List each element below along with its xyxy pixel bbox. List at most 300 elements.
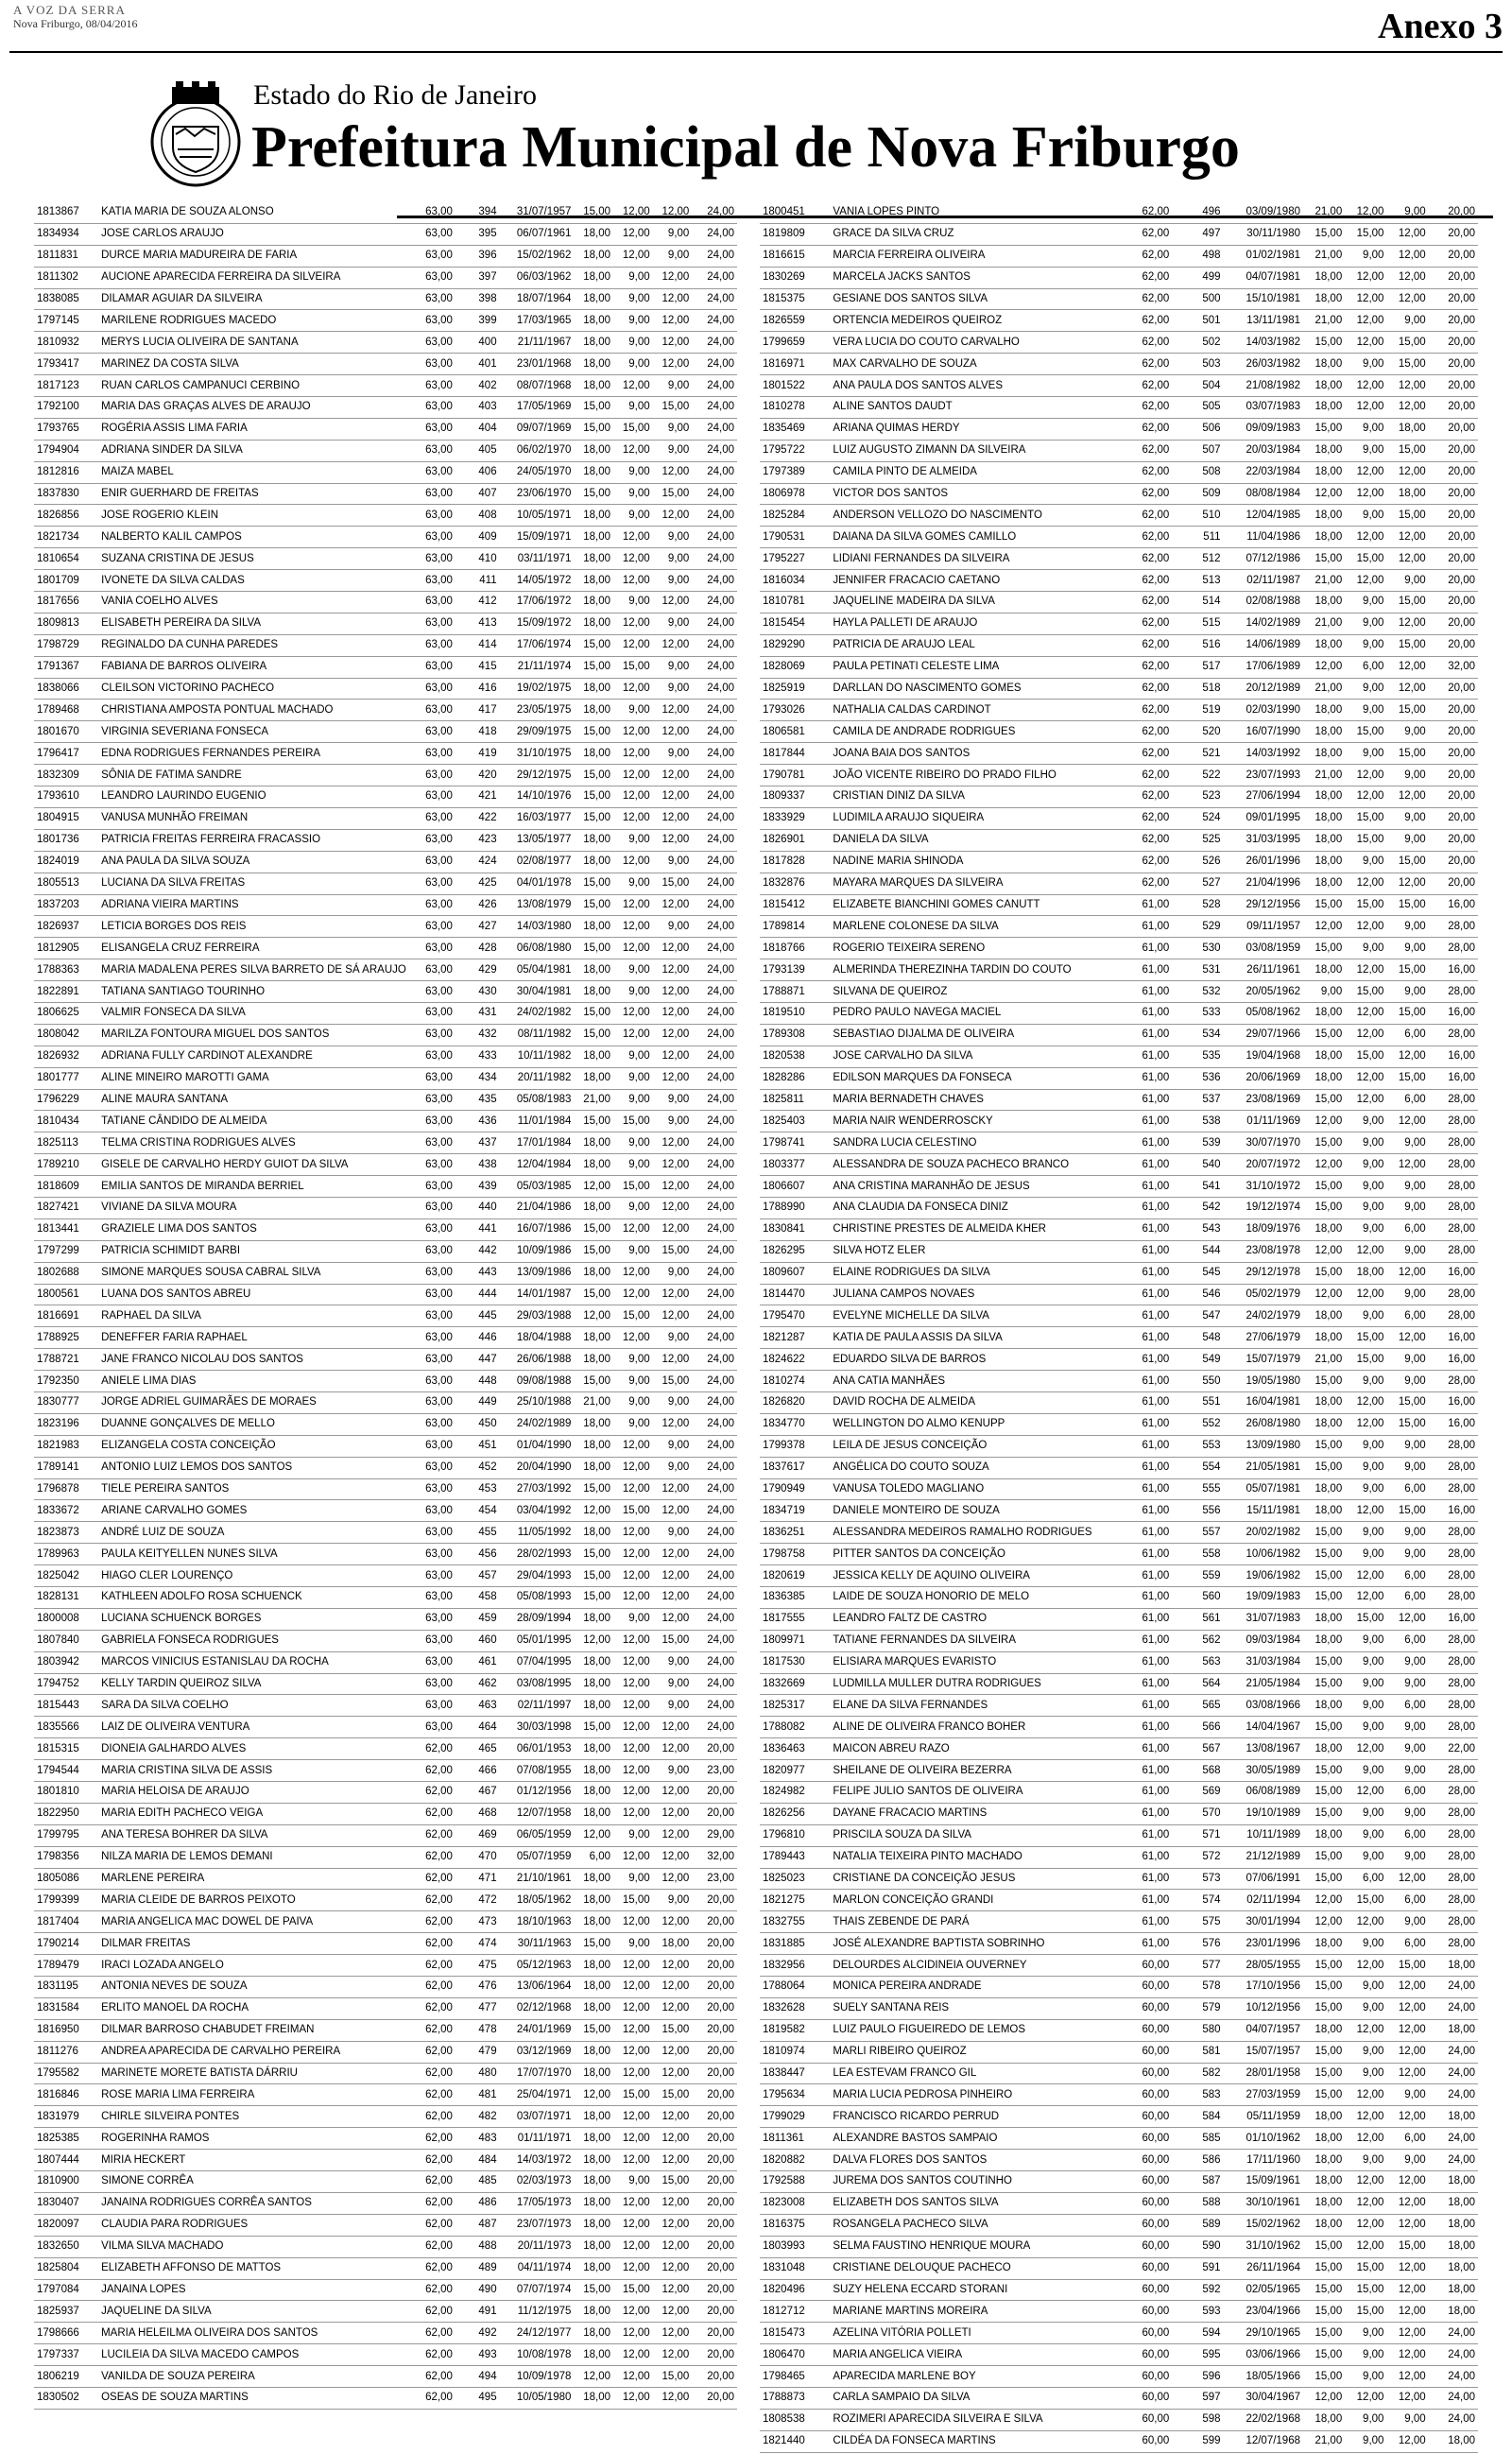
cell-rank: 579	[1172, 1997, 1223, 2019]
cell-birth-date: 15/09/1971	[500, 527, 575, 548]
cell-points-a: 18,00	[1303, 1933, 1345, 1955]
cell-score: 62,00	[409, 2150, 455, 2171]
cell-points-b: 12,00	[1345, 1067, 1386, 1089]
cell-points-d: 18,00	[1429, 2192, 1478, 2214]
cell-points-c: 12,00	[1386, 267, 1428, 288]
cell-birth-date: 31/07/1957	[500, 202, 575, 223]
cell-points-c: 12,00	[653, 1997, 693, 2019]
cell-points-c: 12,00	[653, 1738, 693, 1760]
cell-points-d: 24,00	[1429, 2041, 1478, 2063]
cell-score: 63,00	[409, 1391, 455, 1413]
cell-points-b: 9,00	[1345, 1803, 1386, 1824]
cell-birth-date: 07/06/1991	[1224, 1868, 1303, 1890]
cell-points-c: 12,00	[653, 288, 693, 310]
cell-name: VERA LUCIA DO COUTO CARVALHO	[830, 332, 1121, 354]
cell-rank: 404	[455, 418, 500, 440]
cell-points-d: 24,00	[692, 1565, 737, 1587]
cell-name: ADRIANA FULLY CARDINOT ALEXANDRE	[98, 1046, 409, 1067]
cell-points-d: 24,00	[692, 1002, 737, 1024]
table-row	[760, 1435, 1478, 1457]
cell-birth-date: 13/08/1967	[1224, 1738, 1303, 1760]
cell-points-b: 9,00	[613, 1197, 653, 1218]
cell-points-a: 18,00	[1303, 2214, 1345, 2236]
table-row	[34, 1630, 737, 1651]
cell-points-b: 9,00	[1345, 938, 1386, 959]
cell-rank: 401	[455, 354, 500, 375]
cell-birth-date: 03/09/1980	[1224, 202, 1303, 223]
cell-points-a: 21,00	[1303, 765, 1345, 786]
cell-rank: 429	[455, 959, 500, 981]
cell-score: 60,00	[1121, 2257, 1172, 2279]
cell-name: ALESSANDRA DE SOUZA PACHECO BRANCO	[830, 1154, 1121, 1176]
cell-points-d: 28,00	[1429, 1457, 1478, 1478]
cell-points-b: 12,00	[1345, 1911, 1386, 1933]
cell-points-c: 12,00	[1386, 2063, 1428, 2084]
cell-rank: 511	[1172, 527, 1223, 548]
cell-points-b: 15,00	[1345, 1327, 1386, 1349]
cell-score: 61,00	[1121, 1933, 1172, 1955]
table-row	[34, 2257, 737, 2279]
cell-points-c: 12,00	[653, 1717, 693, 1738]
cell-points-a: 18,00	[574, 1522, 613, 1544]
cell-rank: 530	[1172, 938, 1223, 959]
table-row	[34, 1218, 737, 1240]
cell-points-b: 12,00	[613, 2128, 653, 2150]
cell-points-c: 12,00	[653, 2106, 693, 2128]
cell-points-d: 20,00	[1429, 678, 1478, 700]
cell-registration: 1799399	[34, 1890, 98, 1911]
cell-points-a: 15,00	[574, 2019, 613, 2041]
cell-points-b: 9,00	[1345, 440, 1386, 461]
cell-name: WELLINGTON DO ALMO KENUPP	[830, 1413, 1121, 1435]
cell-score: 60,00	[1121, 2106, 1172, 2128]
cell-registration: 1800008	[34, 1608, 98, 1630]
cell-name: SILVANA DE QUEIROZ	[830, 981, 1121, 1003]
cell-birth-date: 05/02/1979	[1224, 1284, 1303, 1305]
cell-name: ALESSANDRA MEDEIROS RAMALHO RODRIGUES	[830, 1522, 1121, 1544]
cell-name: EDILSON MARQUES DA FONSECA	[830, 1067, 1121, 1089]
cell-points-b: 9,00	[613, 1067, 653, 1089]
cell-birth-date: 05/08/1983	[500, 1089, 575, 1111]
cell-points-c: 6,00	[1386, 1565, 1428, 1587]
cell-points-a: 18,00	[574, 2106, 613, 2128]
cell-score: 62,00	[409, 1846, 455, 1868]
cell-points-b: 9,00	[613, 332, 653, 354]
cell-name: GRACE DA SILVA CRUZ	[830, 223, 1121, 245]
cell-registration: 1794752	[34, 1673, 98, 1695]
cell-registration: 1828286	[760, 1067, 830, 1089]
cell-points-a: 18,00	[574, 1911, 613, 1933]
cell-rank: 537	[1172, 1089, 1223, 1111]
cell-rank: 441	[455, 1218, 500, 1240]
cell-points-a: 18,00	[574, 1154, 613, 1176]
cell-name: TATIANE FERNANDES DA SILVEIRA	[830, 1630, 1121, 1651]
cell-points-a: 21,00	[574, 1089, 613, 1111]
cell-points-a: 18,00	[574, 375, 613, 397]
cell-score: 61,00	[1121, 1522, 1172, 1544]
cell-points-c: 12,00	[1386, 1608, 1428, 1630]
cell-score: 63,00	[409, 527, 455, 548]
cell-score: 61,00	[1121, 1890, 1172, 1911]
cell-points-a: 15,00	[1303, 1955, 1345, 1977]
cell-points-a: 12,00	[574, 2366, 613, 2388]
table-row	[34, 2279, 737, 2301]
cell-points-d: 24,00	[692, 721, 737, 743]
cell-birth-date: 21/04/1986	[500, 1197, 575, 1218]
cell-rank: 427	[455, 916, 500, 938]
cell-registration: 1826932	[34, 1046, 98, 1067]
cell-score: 63,00	[409, 1651, 455, 1673]
table-row	[34, 916, 737, 938]
cell-birth-date: 02/11/1997	[500, 1695, 575, 1717]
cell-points-b: 12,00	[613, 894, 653, 916]
cell-points-b: 15,00	[613, 418, 653, 440]
cell-points-c: 9,00	[1386, 829, 1428, 851]
table-row	[34, 1717, 737, 1738]
cell-birth-date: 13/09/1980	[1224, 1435, 1303, 1457]
cell-score: 63,00	[409, 1327, 455, 1349]
cell-registration: 1818609	[34, 1176, 98, 1198]
cell-points-a: 12,00	[1303, 656, 1345, 678]
cell-points-c: 9,00	[1386, 1738, 1428, 1760]
cell-points-a: 15,00	[574, 894, 613, 916]
cell-score: 63,00	[409, 1240, 455, 1262]
cell-birth-date: 20/06/1969	[1224, 1067, 1303, 1089]
cell-points-c: 9,00	[1386, 2150, 1428, 2171]
cell-points-a: 18,00	[1303, 2192, 1345, 2214]
cell-points-a: 15,00	[574, 1111, 613, 1132]
cell-name: JOANA BAIA DOS SANTOS	[830, 743, 1121, 765]
cell-name: ROGÉRIA ASSIS LIMA FARIA	[98, 418, 409, 440]
cell-points-c: 12,00	[1386, 1997, 1428, 2019]
cell-points-c: 12,00	[653, 2279, 693, 2301]
cell-birth-date: 14/04/1967	[1224, 1717, 1303, 1738]
cell-score: 62,00	[409, 2279, 455, 2301]
cell-birth-date: 31/10/1975	[500, 743, 575, 765]
cell-points-b: 12,00	[1345, 1955, 1386, 1977]
cell-registration: 1798666	[34, 2323, 98, 2344]
cell-rank: 449	[455, 1391, 500, 1413]
cell-rank: 568	[1172, 1760, 1223, 1782]
cell-points-c: 12,00	[653, 1846, 693, 1868]
cell-registration: 1817656	[34, 592, 98, 614]
cell-points-a: 18,00	[1303, 2171, 1345, 2193]
table-row	[34, 2084, 737, 2106]
cell-rank: 484	[455, 2150, 500, 2171]
cell-points-a: 15,00	[574, 807, 613, 829]
cell-points-c: 6,00	[1386, 1305, 1428, 1327]
cell-points-c: 12,00	[653, 1478, 693, 1500]
cell-registration: 1818766	[760, 938, 830, 959]
cell-rank: 549	[1172, 1349, 1223, 1371]
cell-score: 62,00	[1121, 461, 1172, 483]
cell-registration: 1825317	[760, 1695, 830, 1717]
cell-registration: 1825937	[34, 2301, 98, 2323]
cell-name: MARIA HELEILMA OLIVEIRA DOS SANTOS	[98, 2323, 409, 2344]
table-row	[760, 1284, 1478, 1305]
cell-points-b: 12,00	[1345, 1782, 1386, 1804]
cell-points-c: 12,00	[1386, 1111, 1428, 1132]
cell-rank: 408	[455, 505, 500, 527]
cell-registration: 1817530	[760, 1651, 830, 1673]
cell-score: 61,00	[1121, 1132, 1172, 1154]
table-row	[34, 548, 737, 570]
cell-points-a: 18,00	[1303, 375, 1345, 397]
table-row	[760, 440, 1478, 461]
cell-rank: 542	[1172, 1197, 1223, 1218]
cell-points-c: 9,00	[1386, 2409, 1428, 2430]
cell-birth-date: 29/10/1965	[1224, 2323, 1303, 2344]
table-row	[34, 981, 737, 1003]
cell-points-d: 24,00	[1429, 2323, 1478, 2344]
cell-points-d: 18,00	[1429, 2430, 1478, 2452]
cell-points-d: 16,00	[1429, 1349, 1478, 1371]
cell-registration: 1805086	[34, 1868, 98, 1890]
cell-birth-date: 23/01/1996	[1224, 1933, 1303, 1955]
table-row	[34, 1002, 737, 1024]
table-row	[34, 2106, 737, 2128]
cell-points-a: 18,00	[1303, 2150, 1345, 2171]
cell-rank: 428	[455, 938, 500, 959]
cell-name: ARIANA QUIMAS HERDY	[830, 418, 1121, 440]
cell-score: 63,00	[409, 1565, 455, 1587]
cell-points-c: 15,00	[1386, 894, 1428, 916]
table-row	[760, 310, 1478, 332]
cell-rank: 444	[455, 1284, 500, 1305]
cell-points-c: 12,00	[653, 202, 693, 223]
cell-score: 63,00	[409, 440, 455, 461]
cell-birth-date: 20/11/1973	[500, 2236, 575, 2257]
cell-points-a: 18,00	[574, 2236, 613, 2257]
cell-points-c: 12,00	[1386, 2279, 1428, 2301]
cell-points-b: 6,00	[1345, 1868, 1386, 1890]
cell-registration: 1833929	[760, 807, 830, 829]
cell-rank: 473	[455, 1911, 500, 1933]
cell-score: 61,00	[1121, 959, 1172, 981]
cell-registration: 1817404	[34, 1911, 98, 1933]
cell-points-a: 12,00	[574, 2084, 613, 2106]
cell-points-c: 15,00	[1386, 634, 1428, 656]
cell-points-a: 15,00	[1303, 2301, 1345, 2323]
cell-birth-date: 20/12/1989	[1224, 678, 1303, 700]
cell-name: ANA TERESA BOHRER DA SILVA	[98, 1824, 409, 1846]
cell-name: ARIANE CARVALHO GOMES	[98, 1500, 409, 1522]
cell-registration: 1788990	[760, 1197, 830, 1218]
cell-score: 62,00	[1121, 743, 1172, 765]
cell-points-a: 15,00	[1303, 2344, 1345, 2366]
cell-registration: 1815443	[34, 1695, 98, 1717]
table-row	[34, 245, 737, 267]
cell-points-b: 9,00	[613, 354, 653, 375]
cell-points-c: 9,00	[653, 1673, 693, 1695]
cell-points-b: 12,00	[1345, 916, 1386, 938]
cell-points-c: 12,00	[653, 1565, 693, 1587]
cell-birth-date: 22/03/1984	[1224, 461, 1303, 483]
cell-registration: 1810932	[34, 332, 98, 354]
cell-name: DELOURDES ALCIDINEIA OUVERNEY	[830, 1955, 1121, 1977]
cell-points-d: 24,00	[692, 959, 737, 981]
cell-points-d: 28,00	[1429, 1305, 1478, 1327]
cell-points-a: 18,00	[574, 527, 613, 548]
cell-birth-date: 21/11/1974	[500, 656, 575, 678]
cell-points-d: 20,00	[692, 2366, 737, 2388]
table-row	[34, 894, 737, 916]
cell-birth-date: 09/07/1969	[500, 418, 575, 440]
cell-points-c: 12,00	[653, 807, 693, 829]
table-row	[760, 2063, 1478, 2084]
cell-points-b: 9,00	[1345, 1695, 1386, 1717]
cell-score: 60,00	[1121, 2019, 1172, 2041]
cell-birth-date: 15/09/1961	[1224, 2171, 1303, 2193]
cell-points-d: 24,00	[692, 1500, 737, 1522]
cell-birth-date: 19/12/1974	[1224, 1197, 1303, 1218]
edition-date: Nova Friburgo, 08/04/2016	[13, 17, 138, 30]
cell-birth-date: 24/01/1969	[500, 2019, 575, 2041]
cell-rank: 422	[455, 807, 500, 829]
cell-points-b: 15,00	[1345, 981, 1386, 1003]
cell-points-c: 12,00	[653, 354, 693, 375]
cell-points-b: 12,00	[613, 1522, 653, 1544]
cell-name: OSEAS DE SOUZA MARTINS	[98, 2387, 409, 2409]
cell-registration: 1788064	[760, 1977, 830, 1998]
cell-points-c: 12,00	[653, 1977, 693, 1998]
cell-birth-date: 06/05/1959	[500, 1824, 575, 1846]
cell-birth-date: 09/08/1988	[500, 1371, 575, 1392]
cell-points-b: 15,00	[1345, 2279, 1386, 2301]
cell-points-a: 18,00	[574, 2041, 613, 2063]
table-row	[34, 310, 737, 332]
cell-points-d: 24,00	[692, 938, 737, 959]
cell-points-b: 12,00	[613, 634, 653, 656]
cell-birth-date: 19/02/1975	[500, 678, 575, 700]
cell-name: ANDRÉ LUIZ DE SOUZA	[98, 1522, 409, 1544]
cell-points-a: 15,00	[1303, 1868, 1345, 1890]
cell-rank: 596	[1172, 2366, 1223, 2388]
cell-score: 61,00	[1121, 1651, 1172, 1673]
cell-birth-date: 30/11/1963	[500, 1933, 575, 1955]
cell-registration: 1817828	[760, 851, 830, 873]
cell-points-d: 24,00	[692, 1089, 737, 1111]
cell-rank: 419	[455, 743, 500, 765]
cell-points-c: 9,00	[653, 656, 693, 678]
cell-points-d: 24,00	[692, 613, 737, 634]
cell-birth-date: 29/07/1966	[1224, 1024, 1303, 1046]
cell-points-c: 9,00	[653, 613, 693, 634]
cell-points-a: 18,00	[574, 2214, 613, 2236]
cell-points-d: 20,00	[1429, 418, 1478, 440]
cell-registration: 1799029	[760, 2106, 830, 2128]
cell-score: 61,00	[1121, 981, 1172, 1003]
table-row	[34, 1522, 737, 1544]
table-row	[760, 1997, 1478, 2019]
cell-registration: 1825919	[760, 678, 830, 700]
cell-points-d: 28,00	[1429, 1284, 1478, 1305]
cell-score: 62,00	[409, 2387, 455, 2409]
cell-registration: 1823196	[34, 1413, 98, 1435]
cell-registration: 1821440	[760, 2430, 830, 2452]
cell-points-b: 12,00	[1345, 2019, 1386, 2041]
cell-points-a: 18,00	[574, 743, 613, 765]
cell-registration: 1831584	[34, 1997, 98, 2019]
cell-points-b: 9,00	[613, 873, 653, 894]
cell-birth-date: 15/02/1962	[1224, 2214, 1303, 2236]
table-row	[760, 786, 1478, 808]
cell-name: ERLITO MANOEL DA ROCHA	[98, 1997, 409, 2019]
cell-points-d: 20,00	[1429, 354, 1478, 375]
cell-rank: 395	[455, 223, 500, 245]
cell-points-c: 12,00	[653, 1197, 693, 1218]
cell-name: LEILA DE JESUS CONCEIÇÃO	[830, 1435, 1121, 1457]
cell-registration: 1795634	[760, 2084, 830, 2106]
cell-rank: 526	[1172, 851, 1223, 873]
table-row	[760, 1544, 1478, 1565]
cell-points-a: 15,00	[574, 483, 613, 505]
cell-points-c: 9,00	[1386, 1435, 1428, 1457]
cell-points-b: 12,00	[613, 1024, 653, 1046]
cell-registration: 1837617	[760, 1457, 830, 1478]
cell-points-c: 9,00	[1386, 1846, 1428, 1868]
cell-rank: 454	[455, 1500, 500, 1522]
cell-registration: 1826256	[760, 1803, 830, 1824]
cell-points-c: 15,00	[653, 1371, 693, 1392]
cell-score: 61,00	[1121, 1089, 1172, 1111]
cell-points-b: 9,00	[613, 1413, 653, 1435]
cell-points-d: 28,00	[1429, 1782, 1478, 1804]
cell-points-a: 18,00	[574, 440, 613, 461]
table-row	[34, 721, 737, 743]
table-row	[34, 1824, 737, 1846]
cell-points-c: 15,00	[1386, 440, 1428, 461]
table-row	[760, 1327, 1478, 1349]
cell-rank: 520	[1172, 721, 1223, 743]
cell-birth-date: 23/08/1978	[1224, 1240, 1303, 1262]
cell-name: ORTENCIA MEDEIROS QUEIROZ	[830, 310, 1121, 332]
cell-score: 62,00	[409, 2301, 455, 2323]
cell-points-d: 24,00	[692, 1197, 737, 1218]
cell-birth-date: 23/04/1966	[1224, 2301, 1303, 2323]
cell-points-b: 12,00	[613, 2323, 653, 2344]
top-divider	[9, 51, 1503, 53]
cell-score: 63,00	[409, 743, 455, 765]
cell-points-b: 12,00	[613, 2041, 653, 2063]
cell-rank: 406	[455, 461, 500, 483]
cell-points-b: 9,00	[613, 1608, 653, 1630]
table-row	[34, 1997, 737, 2019]
cell-score: 62,00	[409, 2106, 455, 2128]
cell-registration: 1800561	[34, 1284, 98, 1305]
cell-points-c: 9,00	[653, 1457, 693, 1478]
cell-rank: 415	[455, 656, 500, 678]
cell-points-c: 9,00	[653, 1890, 693, 1911]
cell-name: ROZIMERI APARECIDA SILVEIRA E SILVA	[830, 2409, 1121, 2430]
cell-birth-date: 22/02/1968	[1224, 2409, 1303, 2430]
cell-rank: 593	[1172, 2301, 1223, 2323]
cell-points-a: 18,00	[574, 505, 613, 527]
table-row	[760, 765, 1478, 786]
cell-score: 61,00	[1121, 1760, 1172, 1782]
cell-points-b: 9,00	[1345, 245, 1386, 267]
cell-points-a: 18,00	[1303, 1695, 1345, 1717]
cell-points-b: 12,00	[1345, 959, 1386, 981]
table-row	[760, 873, 1478, 894]
cell-points-b: 12,00	[613, 807, 653, 829]
cell-points-d: 20,00	[1429, 807, 1478, 829]
cell-rank: 556	[1172, 1500, 1223, 1522]
cell-score: 61,00	[1121, 1824, 1172, 1846]
cell-name: FRANCISCO RICARDO PERRUD	[830, 2106, 1121, 2128]
cell-points-d: 24,00	[692, 1435, 737, 1457]
cell-points-a: 18,00	[574, 354, 613, 375]
